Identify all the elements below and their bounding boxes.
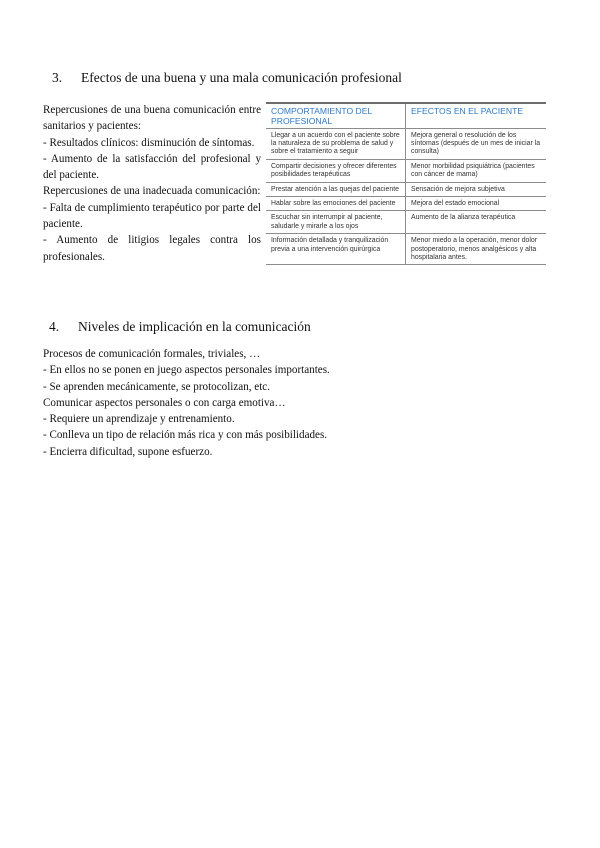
good-communication-intro: Repercusiones de una buena comunicación entre sanitarios y pacientes: [43, 104, 261, 133]
section-4-title: Niveles de implicación en la comunicación [78, 319, 311, 334]
table-header-effects: EFECTOS EN EL PACIENTE [411, 106, 524, 116]
emotional-communication-item-1: - Requiere un aprendizaje y entrenamiento. [43, 413, 235, 426]
table-cell-behavior: Información detallada y tranquilización previa a una intervención quirúrgica [266, 234, 406, 265]
good-communication-item-2: - Aumento de la satisfacción del profesional y del paciente. [43, 152, 261, 182]
table-row [266, 211, 546, 234]
formal-processes-item-1: - En ellos no se ponen en juego aspectos personales importantes. [43, 364, 330, 377]
good-communication-item-1: - Resultados clínicos: disminución de síntomas. [43, 136, 255, 149]
table-row [266, 197, 546, 211]
table-header-row [266, 103, 546, 128]
section-3-heading [52, 70, 402, 86]
table-cell-effect: Mejora del estado emocional [406, 197, 547, 211]
table-cell-behavior: Llegar a un acuerdo con el paciente sobre la naturaleza de su problema de salud y sobre el tratamiento a seguir [266, 128, 406, 159]
formal-processes-intro: Procesos de comunicación formales, triviales, … [43, 348, 261, 360]
table-cell-behavior: Compartir decisiones y ofrecer diferentes posibilidades terapéuticas [266, 159, 406, 182]
section-4-number: 4. [49, 319, 60, 334]
table-row [266, 182, 546, 196]
section-4-heading [49, 319, 311, 335]
table-cell-behavior: Escuchar sin interrumpir al paciente, saludarle y mirarle a los ojos [266, 211, 406, 234]
table-row [266, 128, 546, 159]
table-row [266, 234, 546, 265]
bad-communication-intro: Repercusiones de una inadecuada comunicación: [43, 185, 261, 198]
formal-processes-item-2: - Se aprenden mecánicamente, se protocolizan, etc. [43, 380, 271, 393]
emotional-communication-intro: Comunicar aspectos personales o con carga emotiva… [43, 396, 286, 409]
table-cell-behavior: Hablar sobre las emociones del paciente [266, 197, 406, 211]
section-3-text [43, 102, 261, 265]
table-cell-effect: Menor miedo a la operación, menor dolor postoperatorio, menos analgésicos y alta hospitalaria antes. [406, 234, 547, 265]
emotional-communication-item-2: - Conlleva un tipo de relación más rica y con más posibilidades. [43, 429, 328, 442]
table-cell-effect: Menor morbilidad psiquiátrica (pacientes con cáncer de mama) [406, 159, 547, 182]
bad-communication-item-1: - Falta de cumplimiento terapéutico por parte del paciente. [43, 201, 261, 231]
table-cell-effect: Aumento de la alianza terapéutica [406, 211, 547, 234]
section-4-text [43, 346, 563, 460]
table-cell-effect: Mejora general o resolución de los síntomas (después de un mes de iniciar la consulta) [406, 128, 547, 159]
table-header-behavior: COMPORTAMIENTO DEL PROFESIONAL [266, 103, 406, 128]
table-row [266, 159, 546, 182]
section-3-number: 3. [52, 70, 63, 85]
table-cell-behavior: Prestar atención a las quejas del paciente [266, 182, 406, 196]
behavior-effects-table [266, 102, 546, 265]
bad-communication-item-2: - Aumento de litigios legales contra los profesionales. [43, 234, 261, 263]
table-cell-effect: Sensación de mejora subjetiva [406, 182, 547, 196]
emotional-communication-item-3: - Encierra dificultad, supone esfuerzo. [43, 445, 213, 458]
section-3-title: Efectos de una buena y una mala comunicación profesional [81, 70, 402, 85]
